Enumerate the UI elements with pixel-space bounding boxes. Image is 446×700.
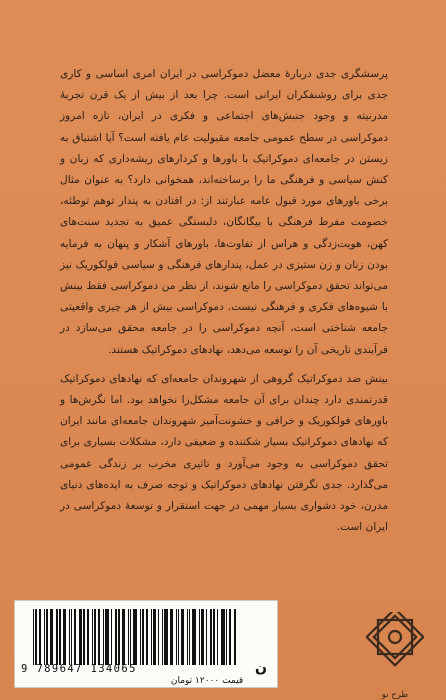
- barcode-stripe: [210, 609, 211, 665]
- barcode-stripe: [151, 609, 152, 665]
- blurb-paragraph-1: پرسشگری جدی دربارهٔ معضل دموکراسی در ایران امری اساسی و کاری جدی برای روشنفکران ایرانی است. چرا بعد از بیش از یک قرن تجربهٔ مدرنیته و وجود جنبش‌های اجتماعی و فکری در ایران، تازه امروز دموکراسی در سطح عمومی جامعه مقبولیت عام یافته است؟ آیا اشتیاق به زیستن در جامعه‌ای دموکراتیک با باورها و کردارهای ریشه‌داری که زبان و کنش سیاسی و فرهنگی ما را برساخته‌اند، همخوانی دارد؟ به عنوان مثال برخی باورهای مورد قبول عامه عبارتند از: در افتادن به پندار توهم توطئه، خصومت مفرط فرهنگی با بیگانگان، دلبستگی عمیق به تجدید سنت‌های کهن، هویت‌زدگی و هراس از تفاوت‌ها، باورهای آشکار و پنهان به فرمایه بودن زنان و زن ستیزی در عمل، پندارهای فرهنگی و سیاسی فولکوریک نیز می‌تواند تحقق دموکراسی را مانع شوند، از نظر من دموکراسی فقط بینش با شیوه‌های فکری و فرهنگی نیست. دموکراسی بیش از هر چیزی واقعیتی جامعه شناختی است، آنچه دموکراسی را در جامعه محقق می‌سازد در فرآیندی تاریخی آن را توسعه می‌دهد، نهادهای دموکراتیک هستند.: [60, 68, 388, 356]
- barcode-stripe: [226, 609, 227, 665]
- barcode-stripe: [130, 609, 131, 665]
- barcode-stripe: [206, 609, 207, 665]
- barcode-stripe: [56, 609, 57, 665]
- barcode-stripe: [187, 609, 188, 665]
- barcode-stripe: [33, 609, 34, 665]
- barcode-stripe: [162, 609, 163, 665]
- barcode-stripe: [92, 609, 93, 665]
- barcode-digits: 9 789647 134065: [21, 663, 137, 675]
- barcode-stripe: [115, 609, 116, 665]
- barcode-stripe: [105, 609, 109, 665]
- barcode-stripe: [201, 609, 204, 665]
- barcode-stripe: [103, 609, 104, 665]
- barcode-stripe: [189, 609, 190, 665]
- barcode-stripe: [83, 609, 84, 665]
- barcode-stripe: [164, 609, 168, 665]
- barcode-stripe: [128, 609, 129, 665]
- barcode-stripe: [69, 609, 70, 665]
- barcode-stripe: [153, 609, 156, 665]
- barcode-stripe: [79, 609, 83, 665]
- barcode-stripe: [170, 609, 173, 665]
- publisher-name: طرح نو: [381, 690, 409, 700]
- barcode-stripe: [35, 609, 36, 665]
- barcode-stripe: [111, 609, 112, 665]
- barcode-stripe: [146, 609, 149, 665]
- barcode-stripe: [142, 609, 143, 665]
- barcode-stripe: [63, 609, 66, 665]
- barcode-stripe: [59, 609, 62, 665]
- barcode-stripe: [192, 609, 196, 665]
- barcode-stripe: [221, 609, 225, 665]
- publisher-logo-icon: [366, 612, 424, 684]
- barcode-stripe: [234, 609, 237, 665]
- barcode-stripe: [199, 609, 200, 665]
- barcode-stripe: [122, 609, 125, 665]
- blurb-paragraph-2: بینش ضد دموکراتیک گروهی از شهروندان جامعه‌ای که نهادهای دموکراتیک قدرتمندی دارد چندان برای آن جامعه مشکل‌زا نخواهد بود. اما نگرش‌ها و باورهای فولکوریک و خرافی و خشونت‌آمیز شهروندان جامعه‌ای مانند ایران که نهادهای دموکراتیک بسیار شکننده و ضعیفی دارد، مشکلات بسیاری برای تحقق دموکراسی به وجود می‌آورد و تاثیری مخرب بر زندگی عمومی می‌گذارد. جدی نگرفتن نهادهای دموکراتیک و توجه صرف به ایده‌های دنیای مدرن، خود دشواری بسیار مهمی در جهت استقرار و توسعهٔ دموکراسی در ایران است.: [60, 372, 388, 534]
- barcode-bars: [33, 609, 237, 665]
- blurb-text: [60, 64, 388, 546]
- barcode-stripe: [87, 609, 90, 665]
- barcode-stripe: [217, 609, 218, 665]
- barcode-stripe: [39, 609, 42, 665]
- barcode-stripe: [71, 609, 72, 665]
- barcode-stripe: [46, 609, 47, 665]
- barcode-mark: ن: [255, 660, 267, 676]
- barcode-stripe: [50, 609, 54, 665]
- barcode-stripe: [74, 609, 75, 665]
- barcode-stripe: [229, 609, 230, 665]
- barcode-stripe: [133, 609, 137, 665]
- barcode-stripe: [140, 609, 141, 665]
- barcode-stripe: [176, 609, 177, 665]
- barcode-stripe: [118, 609, 121, 665]
- barcode-stripe: [98, 609, 101, 665]
- barcode-stripe: [178, 609, 179, 665]
- barcode-stripe: [44, 609, 45, 665]
- barcode-stripe: [94, 609, 95, 665]
- barcode-sticker: [14, 600, 278, 688]
- barcode-stripe: [213, 609, 216, 665]
- price-label: قیمت ۱۲۰۰۰ تومان: [152, 676, 262, 686]
- barcode-stripe: [158, 609, 159, 665]
- barcode-stripe: [181, 609, 184, 665]
